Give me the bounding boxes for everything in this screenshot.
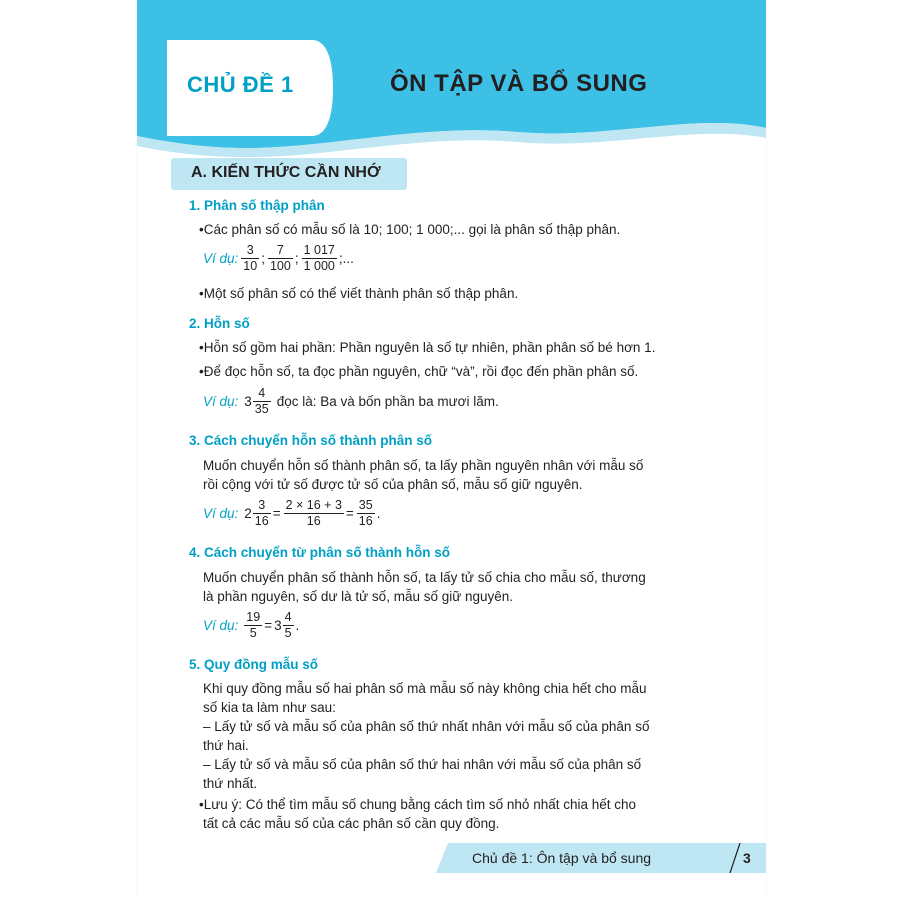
heading-common-denominator: 5. Quy đồng mẫu số	[189, 657, 319, 672]
section-heading-label: A. KIẾN THỨC CẦN NHỚ	[191, 164, 381, 181]
whole-part: 3	[244, 394, 252, 409]
text-line-6: thứ nhất.	[203, 776, 258, 791]
bullet-mixed-parts: •Hỗn số gồm hai phần: Phần nguyên là số tự nhiên, phần phân số bé hơn 1.	[199, 340, 656, 355]
separator: ;	[294, 251, 299, 266]
example-label: Ví dụ:	[203, 251, 239, 266]
chapter-header	[137, 0, 766, 160]
section-heading-a	[171, 158, 407, 190]
fraction: $\frac{3}{10}$	[243, 243, 258, 273]
example-label: Ví dụ:	[203, 506, 239, 521]
separator: ;	[261, 251, 265, 266]
chapter-title: ÔN TẬP VÀ BỔ SUNG	[390, 70, 648, 97]
rule-line-2: rồi cộng với tử số được tử số của phân số, mẫu số giữ nguyên.	[203, 477, 583, 492]
fraction: $\frac{4}{35}$	[254, 386, 269, 416]
page-footer	[436, 843, 766, 873]
note-line-1: •Lưu ý: Có thể tìm mẫu số chung bằng cách tìm số nhỏ nhất chia hết cho	[199, 797, 637, 812]
rule-line-1: Muốn chuyển hỗn số thành phân số, ta lấy phần nguyên nhân với mẫu số	[203, 458, 644, 473]
rule-line-2: là phần nguyên, số dư là tử số, mẫu số giữ nguyên.	[203, 589, 514, 604]
equals-sign: =	[345, 506, 354, 521]
separator-tail: ;...	[338, 251, 354, 266]
heading-mixed-to-fraction: 3. Cách chuyển hỗn số thành phân số	[189, 433, 433, 448]
example-fraction-to-mixed	[203, 610, 301, 641]
note-line-2: tất cả các mẫu số của các phân số cần quy đồng.	[203, 816, 500, 831]
equals-sign: =	[264, 618, 273, 633]
example-mixed-to-fraction	[203, 498, 382, 529]
text-line-3: – Lấy tử số và mẫu số của phân số thứ nhất nhân với mẫu số của phân số	[203, 719, 650, 734]
chapter-label: CHỦ ĐỀ 1	[187, 72, 294, 97]
equals-sign: =	[272, 506, 281, 521]
textbook-page	[137, 0, 766, 900]
example-label: Ví dụ:	[203, 618, 239, 633]
text-line-4: thứ hai.	[203, 738, 249, 753]
text-line-2: số kia ta làm như sau:	[203, 700, 336, 715]
example-label: Ví dụ:	[203, 394, 239, 409]
heading-decimal-fraction: 1. Phân số thập phân	[189, 198, 325, 213]
fraction: $\frac{2 \times 16 + 3}{16}$	[285, 498, 342, 528]
heading-mixed-number: 2. Hỗn số	[189, 316, 250, 331]
fraction: $\frac{19}{5}$	[246, 610, 261, 640]
page-number: 3	[743, 850, 751, 866]
bullet-decimal-definition: •Các phân số có mẫu số là 10; 100; 1 000;... gọi là phân số thập phân.	[199, 222, 621, 237]
footer-chapter-title: Chủ đề 1: Ôn tập và bổ sung	[472, 850, 652, 866]
bullet-convertible: •Một số phân số có thể viết thành phân số thập phân.	[199, 286, 519, 301]
heading-fraction-to-mixed: 4. Cách chuyển từ phân số thành hỗn số	[189, 545, 451, 560]
example-mixed-number	[203, 386, 501, 417]
fraction: $\frac{1 017}{1 000}$	[303, 243, 335, 273]
fraction: $\frac{35}{16}$	[358, 498, 373, 528]
period: .	[376, 506, 381, 521]
bullet-mixed-reading: •Để đọc hỗn số, ta đọc phần nguyên, chữ “và”, rồi đọc đến phần phân số.	[199, 364, 639, 379]
fraction: $\frac{7}{100}$	[269, 243, 291, 273]
text-line-5: – Lấy tử số và mẫu số của phân số thứ hai nhân với mẫu số của phân số	[203, 757, 642, 772]
reading-text: đọc là: Ba và bốn phần ba mươi lăm.	[276, 394, 499, 409]
whole-part: 2	[244, 506, 252, 521]
rule-line-1: Muốn chuyển phân số thành hỗn số, ta lấy tử số chia cho mẫu số, thương	[203, 570, 646, 585]
text-line-1: Khi quy đồng mẫu số hai phân số mà mẫu số này không chia hết cho mẫu	[203, 681, 647, 696]
whole-part: 3	[274, 618, 282, 633]
example-decimal-fractions	[203, 243, 356, 274]
fraction: $\frac{3}{16}$	[254, 498, 269, 528]
fraction: $\frac{4}{5}$	[284, 610, 292, 640]
period: .	[295, 618, 300, 633]
